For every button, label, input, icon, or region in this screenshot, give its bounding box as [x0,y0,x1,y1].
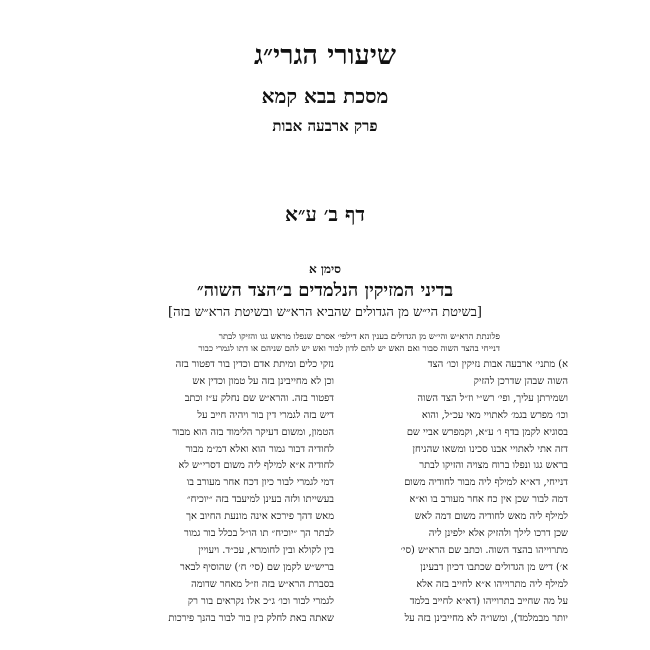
section-heading: בדיני המזיקין הנלמדים ב״הצד השוה״ [196,280,454,301]
section-subheading: [בשיטת הי״ש מן הגדולים שהביא הרא״ש ובשיטת הרא״ש בזה] [168,305,482,320]
tractate-title: מסכת בבא קמא [261,84,389,108]
summary-line: פלונתת הרא״ש והי״ש מן הגדולים בענין הא דילפי׳ אסרם שנפלו מראש גגו והזיקו לבתר [218,332,500,342]
text-line: בראש גגו ונפלו ברוח מצויה והזיקו לבתר [419,460,568,472]
summary-note [150,331,500,355]
text-line: דזה אתי לאתויי אבנו סכינו ומשאו שהניחן [412,443,568,455]
book-title: שיעורי הגרי״ג [253,40,397,71]
text-line: מאש דהך פירכא אינה מונעת החיוב אך [186,511,334,523]
text-line: למילף ליה מתרוייהו א״א לחייב בזה אלא [416,578,568,590]
text-line: דנייחי, דא״א למילף ליה מבור לחודיה משום [404,477,568,489]
text-line: בריש״ש לקמן שם (סי׳ ח׳) שהוסיף לבאר [180,561,334,573]
text-line: שכן דרכו לילך ולהזיק אלא ילפינן ליה [428,528,568,540]
text-line: יותר מבמלמד), ומשו״ה לא מחייבינן בזה על [404,612,568,624]
text-line: לבתר הך ״יוכיח״ תו הו״ל בכלל בור גמור [183,528,334,540]
summary-line: דנייחי בהצד השוה סבור ואם האש יש להם לדון לבור ואש יש להם שניהם או דתו לגמרי כבור [198,344,500,354]
siman-label: סימן א [308,262,342,276]
daf-heading: דף ב׳ ע״א [285,202,365,226]
text-line: לחודיה א״א למילף ליה משום דסרי״ש לא [178,460,334,472]
text-column-left [110,357,334,628]
text-line: לחודיה דבור גמור הוא ואלא דמ״מ מבור [185,443,334,455]
text-line: בסוגיא לקמן בדף ו׳ ע״א, וקמפרש אביי שם [406,426,568,438]
text-line: על מה שחייב בתרוייהו (דא״א לחייב בלמד [409,595,568,607]
text-line: דפטור בזה. והרא״ש שם נחלק ע״ז וכתב [184,392,334,404]
text-line: וכו׳ מפרש בגמ׳ לאתויי מאי עכ״ל, והוא [421,409,568,421]
text-column-right [344,357,568,628]
text-line: וכן לא מחייבינן בזה על טמון וכדין אש [192,375,334,387]
text-line: נזקי כלים ומיתת אדם וכדין בור דפטור בזה [175,359,334,370]
text-line: השוה שבהן שדרכן להזיק [473,375,568,387]
text-line: למילף ליה מאש לחודיה משום דמה לאש [414,511,568,523]
text-line: א) מתני׳ ארבעה אבות נזיקין וכו׳ הצד [427,359,568,370]
text-line: ושמירתן עליך, ופי׳ רש״י וז״ל הצד השוה [417,392,568,404]
text-line: הטמון, ומשום דעיקר הלימוד בזה הוא מבור [172,426,334,438]
text-line: דיש בזה לגמרי דין בור ויהיה חייב על [197,409,334,421]
text-line: מתרוייהו בהצד השוה. וכתב שם הרא״ש (סי׳ [400,544,568,556]
text-line: בסברת הרא״ש בזה וז״ל מאחר שדומה [191,578,334,590]
text-line: שאתה באת לחלק בין בור לבור בהנך פירכות [168,612,334,624]
text-line: דמי לגמרי לבור כיון דכח אחר מעורב בו [186,477,334,489]
text-line: לגמרי לבור וכו׳ ג״כ אלו נקראים בור רק [187,595,334,607]
text-line: בעשייתו ולזה בעינן למיעבד בזה ״יוכיח״ [186,494,334,506]
text-line: בין לקולא ובין לחומרא, עכ״ד. ויעויין [198,544,334,556]
text-line: א׳) דיש מן הגדולים שכתבו דכיון דבעינן [420,561,568,573]
chapter-title: פרק ארבעה אבות [272,117,378,135]
text-line: דמה לבור שכן אין כח אחר מעורב בו וא״א [409,494,568,506]
